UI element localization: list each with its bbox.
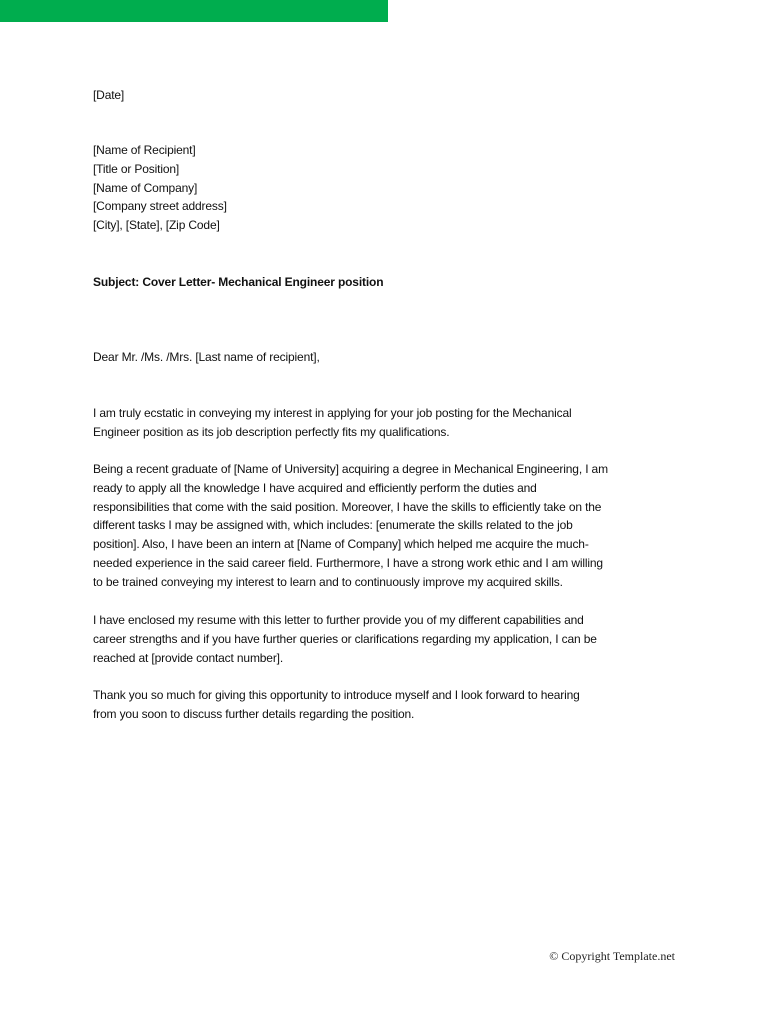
paragraph-1 [93, 404, 572, 442]
line: from you soon to discuss further details regarding the position. [93, 706, 415, 721]
paragraph-4 [93, 686, 580, 724]
subject: Subject: Cover Letter- Mechanical Engineer position [93, 275, 384, 289]
recipient-block [93, 141, 227, 235]
line: position]. Also, I have been an intern at [Name of Company] which helped me acquire the much- [93, 537, 589, 552]
recipient-title: [Title or Position] [93, 161, 180, 176]
line: reached at [provide contact number]. [93, 650, 284, 665]
subject-line [93, 273, 383, 292]
recipient-company: [Name of Company] [93, 180, 198, 195]
recipient-name: [Name of Recipient] [93, 143, 196, 157]
copyright-notice: © Copyright Template.net [549, 949, 675, 963]
line: career strengths and if you have further queries or clarifications regarding my application, I can be [93, 631, 597, 646]
line: I have enclosed my resume with this letter to further provide you of my different capabilities and [93, 613, 584, 627]
line: ready to apply all the knowledge I have acquired and efficiently perform the duties and [93, 480, 537, 495]
line: Thank you so much for giving this opportunity to introduce myself and I look forward to hearing [93, 688, 580, 702]
line: Engineer position as its job description perfectly fits my qualifications. [93, 424, 450, 439]
date-line [93, 86, 124, 105]
line: needed experience in the said career field. Furthermore, I have a strong work ethic and I am willing [93, 555, 603, 570]
line: Being a recent graduate of [Name of University] acquiring a degree in Mechanical Engineering, I am [93, 462, 608, 476]
line: to be trained conveying my interest to learn and to continuously improve my acquired skills. [93, 574, 563, 589]
paragraph-2 [93, 460, 608, 592]
paragraph-3 [93, 611, 597, 667]
recipient-city: [City], [State], [Zip Code] [93, 218, 220, 233]
date: [Date] [93, 88, 125, 102]
line: responsibilities that come with the said position. Moreover, I have the skills to efficiently take on the [93, 499, 602, 514]
line: I am truly ecstatic in conveying my interest in applying for your job posting for the Mechanical [93, 406, 572, 420]
salutation-text: Dear Mr. /Ms. /Mrs. [Last name of recipient], [93, 350, 320, 364]
salutation [93, 348, 320, 367]
recipient-address: [Company street address] [93, 199, 227, 214]
line: different tasks I may be assigned with, which includes: [enumerate the skills related to the job [93, 518, 573, 533]
header-accent-bar [0, 0, 388, 22]
